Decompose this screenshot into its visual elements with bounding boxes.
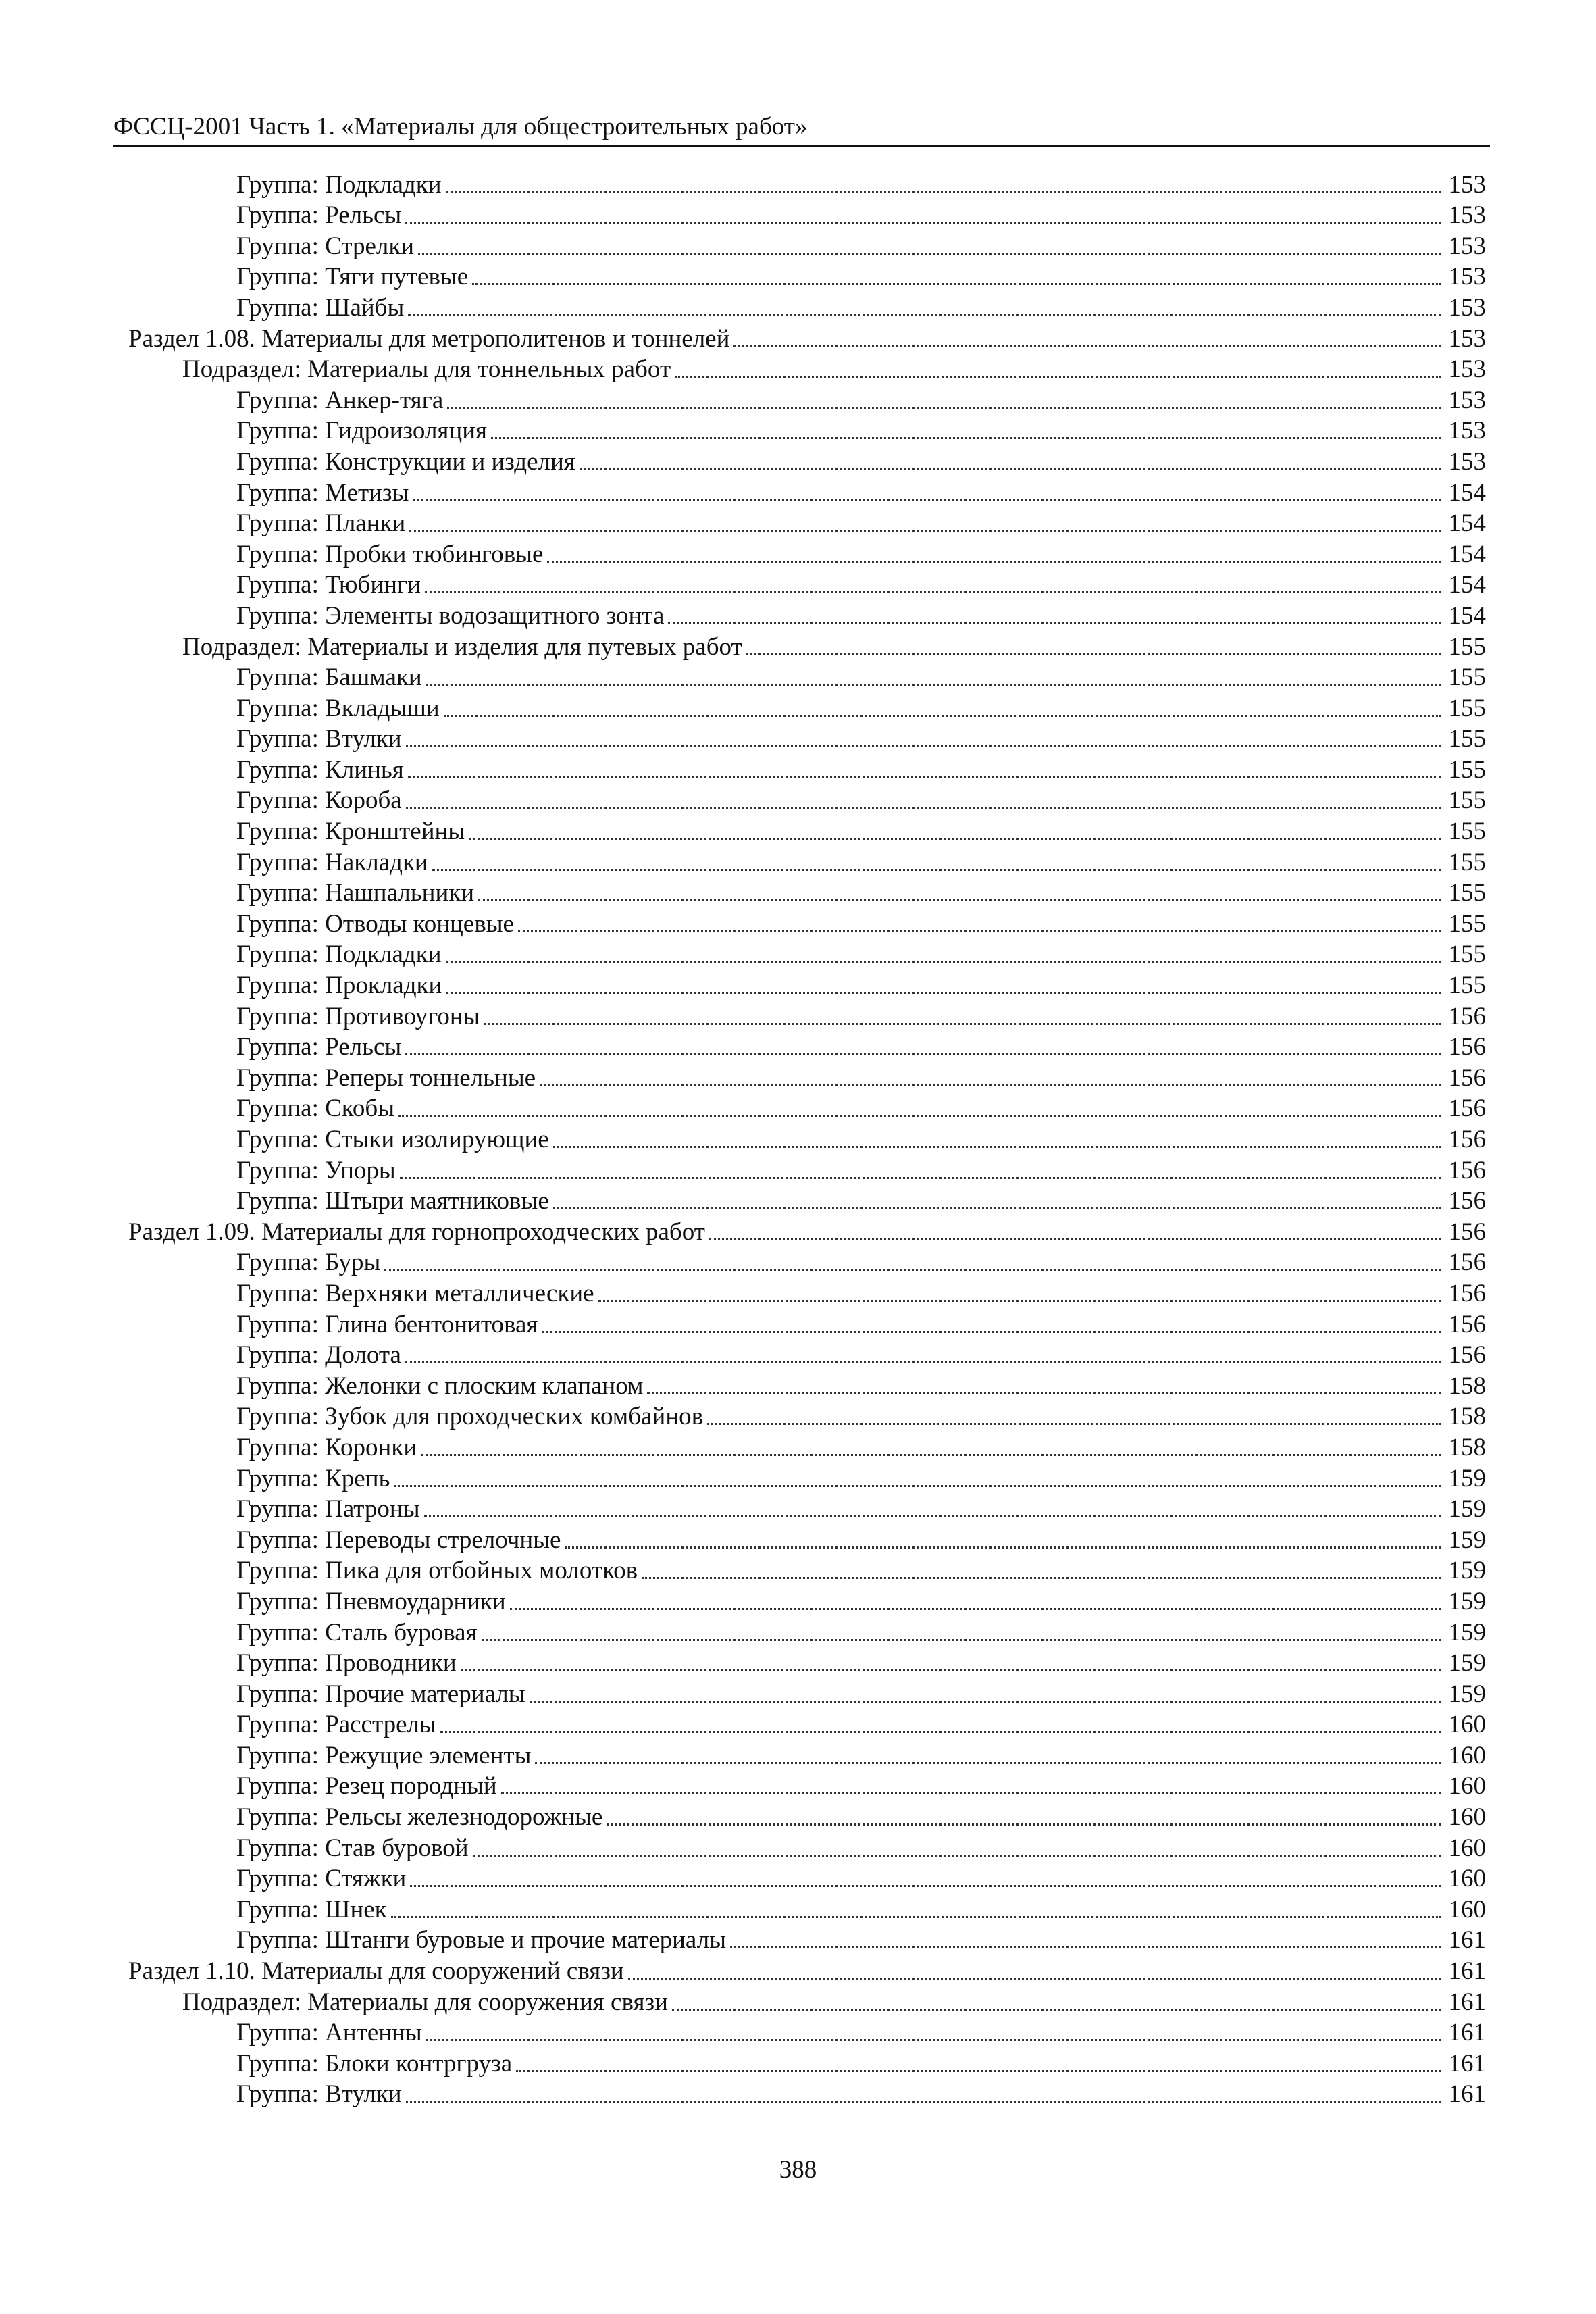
- toc-entry-page: 160: [1448, 1895, 1486, 1923]
- toc-entry-label: Группа: Рельсы: [236, 1033, 402, 1061]
- toc-entry-label: Группа: Метизы: [236, 478, 409, 507]
- toc-entry-page: 153: [1448, 201, 1486, 230]
- toc-group-row: [128, 166, 1486, 197]
- toc-entry-page: 155: [1448, 755, 1486, 784]
- toc-entry-label: Группа: Гидроизоляция: [236, 417, 488, 445]
- toc-entry-page: 154: [1448, 478, 1486, 507]
- toc-group-row: [128, 259, 1486, 290]
- toc-group-row: [128, 1768, 1486, 1799]
- dot-leader: [400, 1177, 1441, 1179]
- toc-group-row: [128, 1367, 1486, 1399]
- toc-entry-page: 153: [1448, 386, 1486, 414]
- dot-leader: [447, 407, 1441, 409]
- toc-group-row: [128, 1460, 1486, 1491]
- dot-leader: [501, 1792, 1441, 1794]
- dot-leader: [408, 314, 1441, 316]
- toc-group-row: [128, 1553, 1486, 1584]
- dot-leader: [469, 838, 1441, 840]
- toc-entry-label: Группа: Верхняки металлические: [236, 1279, 594, 1307]
- toc-entry-label: Группа: Подкладки: [236, 170, 442, 199]
- toc-entry-label: Группа: Крепь: [236, 1464, 390, 1492]
- toc-entry-page: 156: [1448, 1126, 1486, 1153]
- toc-entry-page: 161: [1448, 1926, 1486, 1955]
- toc-entry-label: Группа: Антенны: [236, 2019, 422, 2047]
- toc-entry-label: Группа: Буры: [236, 1249, 381, 1277]
- toc-entry-label: Раздел 1.08. Материалы для метрополитенов и тоннелей: [128, 324, 730, 353]
- dot-leader: [647, 1392, 1441, 1394]
- toc-group-row: [128, 197, 1486, 228]
- dot-leader: [425, 591, 1441, 593]
- dot-leader: [446, 992, 1441, 994]
- dot-leader: [444, 715, 1441, 717]
- dot-leader: [516, 2070, 1441, 2072]
- toc-entry-page: 153: [1448, 355, 1486, 384]
- dot-leader: [408, 776, 1441, 778]
- toc-entry-label: Группа: Режущие элементы: [236, 1741, 532, 1769]
- dot-leader: [540, 1084, 1441, 1086]
- toc-entry-page: 160: [1448, 1803, 1486, 1832]
- toc-entry-label: Группа: Штанги буровые и прочие материалы: [236, 1926, 727, 1955]
- dot-leader: [446, 961, 1441, 963]
- toc-group-row: [128, 1645, 1486, 1676]
- dot-leader: [668, 622, 1441, 624]
- toc-entry-page: 158: [1448, 1372, 1486, 1400]
- toc-entry-page: 155: [1448, 725, 1486, 753]
- toc-group-row: [128, 1799, 1486, 1830]
- toc-entry-label: Группа: Зубок для проходческих комбайнов: [236, 1403, 704, 1431]
- toc-group-row: [128, 813, 1486, 844]
- dot-leader: [542, 1331, 1441, 1333]
- toc-group-row: [128, 1521, 1486, 1553]
- dot-leader: [746, 653, 1441, 655]
- toc-entry-label: Группа: Патроны: [236, 1495, 420, 1524]
- dot-leader: [424, 1515, 1441, 1517]
- toc-group-row: [128, 1121, 1486, 1152]
- dot-leader: [406, 745, 1441, 747]
- toc-group-row: [128, 474, 1486, 505]
- toc-entry-label: Группа: Пробки тюбинговые: [236, 540, 544, 568]
- toc-group-row: [128, 1614, 1486, 1645]
- toc-group-row: [128, 936, 1486, 967]
- toc-entry-label: Группа: Втулки: [236, 2080, 402, 2109]
- toc-group-row: [128, 721, 1486, 752]
- toc-group-row: [128, 1676, 1486, 1707]
- toc-group-row: [128, 751, 1486, 782]
- dot-leader: [440, 1731, 1441, 1733]
- toc-entry-label: Группа: Скобы: [236, 1095, 395, 1123]
- dot-leader: [418, 253, 1441, 255]
- toc-subsection-row: [128, 351, 1486, 382]
- toc-entry-label: Группа: Рельсы: [236, 201, 402, 230]
- toc-entry-page: 153: [1448, 232, 1486, 260]
- dot-leader: [642, 1577, 1441, 1579]
- toc-entry-label: Группа: Тюбинги: [236, 571, 421, 599]
- toc-entry-label: Группа: Вкладыши: [236, 694, 440, 722]
- toc-section-row: [128, 320, 1486, 351]
- toc-entry-page: 154: [1448, 601, 1486, 630]
- dot-leader: [426, 684, 1441, 686]
- toc-subsection-row: [128, 628, 1486, 659]
- toc-entry-page: 161: [1448, 2049, 1486, 2078]
- toc-entry-label: Группа: Упоры: [236, 1156, 396, 1184]
- toc-entry-page: 156: [1448, 1279, 1486, 1307]
- dot-leader: [410, 1885, 1441, 1887]
- toc-entry-page: 155: [1448, 879, 1486, 907]
- toc-entry-page: 155: [1448, 972, 1486, 1000]
- toc-group-row: [128, 1399, 1486, 1430]
- dot-leader: [482, 1639, 1441, 1641]
- toc-entry-page: 153: [1448, 293, 1486, 322]
- toc-group-row: [128, 1891, 1486, 1922]
- toc-entry-page: 159: [1448, 1557, 1486, 1585]
- dot-leader: [405, 222, 1441, 224]
- toc-group-row: [128, 536, 1486, 567]
- dot-leader: [547, 561, 1441, 563]
- dot-leader: [406, 2101, 1441, 2103]
- dot-leader: [580, 468, 1441, 470]
- toc-group-row: [128, 1183, 1486, 1214]
- dot-leader: [473, 1855, 1441, 1857]
- toc-group-row: [128, 998, 1486, 1029]
- toc-entry-label: Группа: Стрелки: [236, 232, 415, 260]
- toc-group-row: [128, 2015, 1486, 2046]
- dot-leader: [461, 1669, 1441, 1671]
- toc-entry-label: Группа: Реперы тоннельные: [236, 1063, 536, 1092]
- dot-leader: [432, 869, 1441, 871]
- toc-entry-page: 156: [1448, 1310, 1486, 1338]
- toc-entry-page: 156: [1448, 1095, 1486, 1123]
- toc-group-row: [128, 1429, 1486, 1460]
- toc-entry-page: 161: [1448, 2019, 1486, 2047]
- toc-group-row: [128, 228, 1486, 259]
- toc-entry-page: 156: [1448, 1217, 1486, 1246]
- toc-entry-label: Группа: Желонки с плоским клапаном: [236, 1372, 644, 1400]
- toc-entry-page: 156: [1448, 1187, 1486, 1215]
- dot-leader: [628, 1978, 1441, 1980]
- dot-leader: [426, 2039, 1441, 2041]
- toc-entry-page: 159: [1448, 1464, 1486, 1492]
- toc-group-row: [128, 2076, 1486, 2107]
- toc-entry-label: Группа: Стяжки: [236, 1865, 407, 1893]
- toc-entry-label: Группа: Прочие материалы: [236, 1680, 525, 1708]
- toc-entry-page: 153: [1448, 447, 1486, 476]
- toc-entry-label: Группа: Пневмоударники: [236, 1587, 506, 1615]
- toc-entry-label: Группа: Отводы концевые: [236, 909, 514, 938]
- dot-leader: [384, 1269, 1441, 1271]
- dot-leader: [413, 499, 1441, 501]
- toc-entry-page: 155: [1448, 909, 1486, 938]
- dot-leader: [730, 1946, 1441, 1948]
- toc-section-row: [128, 1953, 1486, 1984]
- toc-group-row: [128, 875, 1486, 906]
- dot-leader: [530, 1701, 1441, 1703]
- toc-entry-label: Группа: Нашпальники: [236, 879, 475, 907]
- toc-entry-label: Группа: Блоки контргруза: [236, 2049, 513, 2078]
- dot-leader: [535, 1762, 1441, 1764]
- toc-section-row: [128, 1213, 1486, 1244]
- toc-entry-label: Раздел 1.09. Материалы для горнопроходческих работ: [128, 1217, 705, 1246]
- toc-entry-page: 156: [1448, 1063, 1486, 1092]
- toc-group-row: [128, 1337, 1486, 1368]
- toc-group-row: [128, 659, 1486, 690]
- toc-entry-page: 156: [1448, 1341, 1486, 1369]
- toc-group-row: [128, 1922, 1486, 1953]
- toc-entry-label: Подраздел: Материалы для тоннельных работ: [182, 355, 671, 384]
- toc-entry-page: 161: [1448, 2080, 1486, 2109]
- toc-group-row: [128, 690, 1486, 721]
- toc-entry-page: 156: [1448, 1249, 1486, 1277]
- dot-leader: [491, 437, 1441, 439]
- toc-group-row: [128, 782, 1486, 813]
- dot-leader: [510, 1608, 1441, 1610]
- toc-entry-page: 155: [1448, 632, 1486, 661]
- toc-entry-page: 153: [1448, 263, 1486, 291]
- toc-group-row: [128, 567, 1486, 598]
- dot-leader: [518, 930, 1441, 932]
- toc-entry-page: 161: [1448, 1988, 1486, 2016]
- toc-entry-page: 155: [1448, 940, 1486, 969]
- toc-entry-label: Группа: Подкладки: [236, 940, 442, 969]
- toc-entry-page: 155: [1448, 848, 1486, 876]
- toc-entry-label: Группа: Глина бентонитовая: [236, 1310, 538, 1338]
- toc-group-row: [128, 1275, 1486, 1306]
- dot-leader: [607, 1823, 1441, 1826]
- dot-leader: [472, 283, 1441, 285]
- toc-entry-label: Группа: Резец породный: [236, 1772, 497, 1801]
- toc-group-row: [128, 1861, 1486, 1892]
- toc-entry-page: 155: [1448, 663, 1486, 692]
- dot-leader: [565, 1546, 1441, 1549]
- toc-entry-page: 156: [1448, 1033, 1486, 1061]
- dot-leader: [409, 530, 1441, 532]
- toc-group-row: [128, 905, 1486, 936]
- toc-entry-page: 159: [1448, 1618, 1486, 1646]
- dot-leader: [733, 345, 1441, 347]
- dot-leader: [598, 1300, 1441, 1302]
- toc-group-row: [128, 1090, 1486, 1122]
- toc-entry-label: Группа: Шнек: [236, 1895, 387, 1923]
- toc-entry-label: Группа: Кронштейны: [236, 818, 465, 846]
- dot-leader: [672, 2009, 1441, 2011]
- toc-entry-page: 153: [1448, 170, 1486, 199]
- toc-entry-label: Группа: Втулки: [236, 725, 402, 753]
- toc-group-row: [128, 1491, 1486, 1522]
- toc-entry-label: Группа: Прокладки: [236, 972, 442, 1000]
- toc-entry-page: 156: [1448, 1156, 1486, 1184]
- toc-entry-label: Группа: Долота: [236, 1341, 401, 1369]
- dot-leader: [553, 1207, 1441, 1209]
- page-header: [113, 108, 1490, 147]
- toc-entry-page: 159: [1448, 1495, 1486, 1524]
- dot-leader: [553, 1146, 1441, 1148]
- toc-group-row: [128, 967, 1486, 998]
- toc-entry-page: 153: [1448, 417, 1486, 445]
- toc-group-row: [128, 1029, 1486, 1060]
- toc-group-row: [128, 1306, 1486, 1337]
- toc-entry-label: Группа: Рельсы железнодорожные: [236, 1803, 603, 1832]
- toc-entry-page: 154: [1448, 540, 1486, 568]
- toc-group-row: [128, 1583, 1486, 1614]
- toc-entry-label: Группа: Тяги путевые: [236, 263, 469, 291]
- toc-entry-page: 155: [1448, 786, 1486, 815]
- toc-entry-label: Группа: Анкер-тяга: [236, 386, 444, 414]
- dot-leader: [484, 1023, 1441, 1025]
- dot-leader: [446, 191, 1441, 193]
- toc-entry-label: Группа: Сталь буровая: [236, 1618, 478, 1646]
- toc-group-row: [128, 844, 1486, 875]
- toc-entry-page: 160: [1448, 1772, 1486, 1801]
- toc-subsection-row: [128, 1984, 1486, 2015]
- toc-entry-label: Группа: Стыки изолирующие: [236, 1126, 549, 1153]
- toc-entry-page: 159: [1448, 1649, 1486, 1678]
- toc-entry-label: Группа: Штыри маятниковые: [236, 1187, 549, 1215]
- toc-entry-page: 154: [1448, 509, 1486, 538]
- toc-entry-page: 160: [1448, 1711, 1486, 1739]
- dot-leader: [406, 807, 1441, 809]
- toc-entry-page: 155: [1448, 694, 1486, 722]
- toc-group-row: [128, 1244, 1486, 1276]
- toc-entry-label: Группа: Пика для отбойных молотков: [236, 1557, 638, 1585]
- dot-leader: [421, 1454, 1441, 1456]
- toc-entry-page: 158: [1448, 1433, 1486, 1461]
- toc-entry-label: Группа: Клинья: [236, 755, 404, 784]
- page-header-title: ФССЦ-2001 Часть 1. «Материалы для общестроительных работ»: [113, 113, 808, 141]
- toc-group-row: [128, 443, 1486, 474]
- toc-entry-label: Раздел 1.10. Материалы для сооружений связи: [128, 1957, 624, 1986]
- toc-entry-label: Группа: Проводники: [236, 1649, 457, 1678]
- dot-leader: [398, 1115, 1441, 1117]
- dot-leader: [405, 1053, 1441, 1055]
- dot-leader: [478, 899, 1441, 901]
- dot-leader: [391, 1916, 1441, 1918]
- dot-leader: [405, 1361, 1441, 1363]
- toc-entry-page: 160: [1448, 1834, 1486, 1862]
- toc-entry-label: Группа: Башмаки: [236, 663, 422, 692]
- toc-entry-label: Подраздел: Материалы и изделия для путевых работ: [182, 632, 742, 661]
- toc-group-row: [128, 1707, 1486, 1738]
- dot-leader: [709, 1238, 1441, 1240]
- toc-entry-page: 155: [1448, 818, 1486, 846]
- toc-group-row: [128, 382, 1486, 413]
- dot-leader: [394, 1485, 1441, 1487]
- toc-entry-label: Группа: Шайбы: [236, 293, 405, 322]
- toc-entry-page: 161: [1448, 1957, 1486, 1986]
- toc-group-row: [128, 1830, 1486, 1861]
- toc-entry-label: Группа: Элементы водозащитного зонта: [236, 601, 665, 630]
- table-of-contents: [128, 166, 1486, 2107]
- toc-entry-page: 156: [1448, 1002, 1486, 1030]
- toc-entry-label: Подраздел: Материалы для сооружения связи: [182, 1988, 668, 2016]
- page-number: 388: [779, 2156, 817, 2184]
- toc-group-row: [128, 289, 1486, 320]
- toc-entry-page: 160: [1448, 1741, 1486, 1769]
- toc-entry-label: Группа: Короба: [236, 786, 402, 815]
- toc-entry-page: 159: [1448, 1680, 1486, 1708]
- toc-entry-page: 159: [1448, 1526, 1486, 1554]
- toc-entry-label: Группа: Планки: [236, 509, 406, 538]
- toc-group-row: [128, 413, 1486, 444]
- toc-group-row: [128, 597, 1486, 628]
- toc-group-row: [128, 505, 1486, 536]
- toc-group-row: [128, 2045, 1486, 2076]
- toc-entry-label: Группа: Переводы стрелочные: [236, 1526, 561, 1554]
- toc-entry-label: Группа: Конструкции и изделия: [236, 447, 575, 476]
- toc-entry-page: 160: [1448, 1865, 1486, 1893]
- toc-entry-page: 159: [1448, 1587, 1486, 1615]
- toc-entry-label: Группа: Расстрелы: [236, 1711, 436, 1739]
- toc-entry-page: 154: [1448, 571, 1486, 599]
- toc-entry-page: 153: [1448, 324, 1486, 353]
- toc-group-row: [128, 1737, 1486, 1768]
- toc-entry-label: Группа: Противоугоны: [236, 1002, 480, 1030]
- toc-group-row: [128, 1059, 1486, 1090]
- toc-entry-label: Группа: Став буровой: [236, 1834, 469, 1862]
- toc-entry-label: Группа: Коронки: [236, 1433, 417, 1461]
- dot-leader: [707, 1423, 1441, 1425]
- toc-entry-label: Группа: Накладки: [236, 848, 428, 876]
- toc-entry-page: 158: [1448, 1403, 1486, 1431]
- toc-group-row: [128, 1152, 1486, 1183]
- dot-leader: [675, 376, 1441, 378]
